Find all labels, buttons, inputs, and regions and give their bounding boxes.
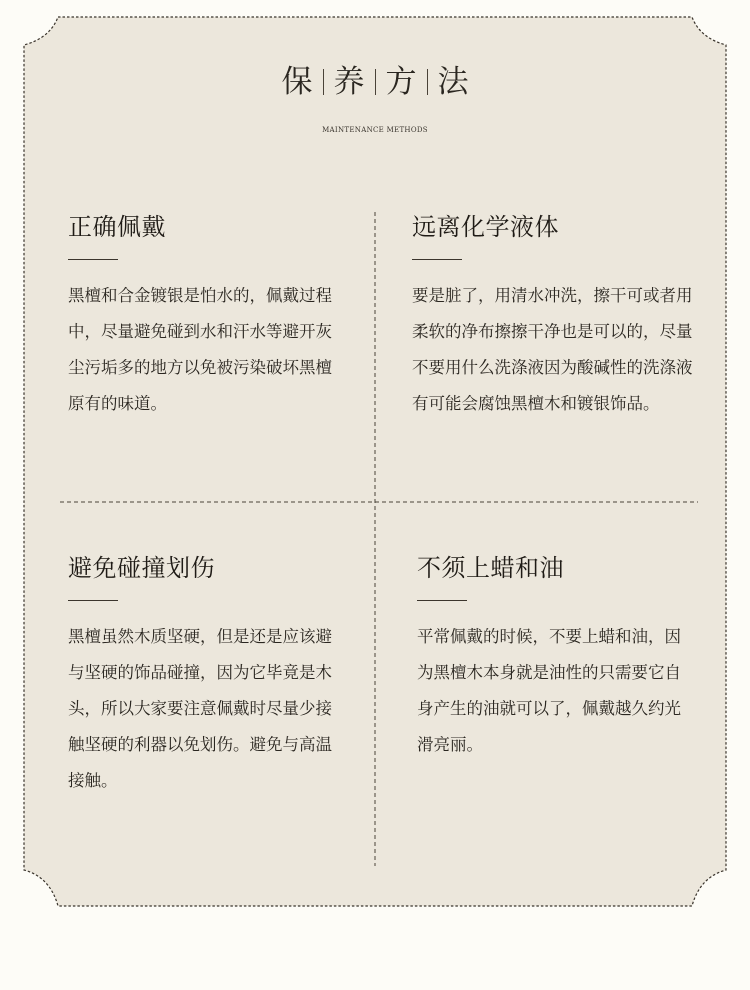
header (0, 60, 750, 134)
section-underline (68, 600, 118, 601)
section-avoid-scratches (68, 553, 340, 799)
title-char: 方 (385, 64, 417, 100)
page-subtitle: MAINTENANCE METHODS (322, 126, 428, 134)
section-wear-correctly (68, 212, 340, 422)
section-body: 平常佩戴的时候，不要上蜡和油，因为黑檀木本身就是油性的只需要它自身产生的油就可以了，佩戴越久约光滑亮丽。 (417, 627, 681, 754)
section-avoid-chemicals (412, 212, 702, 422)
page-title (272, 60, 479, 104)
title-char: 养 (333, 64, 365, 100)
section-no-wax-oil (417, 553, 692, 763)
section-title: 不须上蜡和油 (417, 554, 564, 582)
title-char: 法 (437, 64, 469, 100)
section-body: 黑檀和合金镀银是怕水的，佩戴过程中，尽量避免碰到水和汗水等避开灰尘污垢多的地方以免被污染破坏黑檀原有的味道。 (68, 286, 332, 413)
section-body: 要是脏了，用清水冲洗，擦干可或者用柔软的净布擦擦干净也是可以的，尽量不要用什么洗涤液因为酸碱性的洗涤液有可能会腐蚀黑檀木和镀银饰品。 (412, 286, 693, 413)
section-underline (417, 600, 467, 601)
section-underline (68, 259, 118, 260)
section-underline (412, 259, 462, 260)
section-title: 正确佩戴 (68, 213, 166, 241)
section-title: 避免碰撞划伤 (68, 554, 215, 582)
section-body: 黑檀虽然木质坚硬，但是还是应该避与坚硬的饰品碰撞，因为它毕竟是木头，所以大家要注意佩戴时尽量少接触坚硬的利器以免划伤。避免与高温接触。 (68, 627, 332, 790)
section-title: 远离化学液体 (412, 213, 559, 241)
title-char: 保 (281, 64, 313, 100)
